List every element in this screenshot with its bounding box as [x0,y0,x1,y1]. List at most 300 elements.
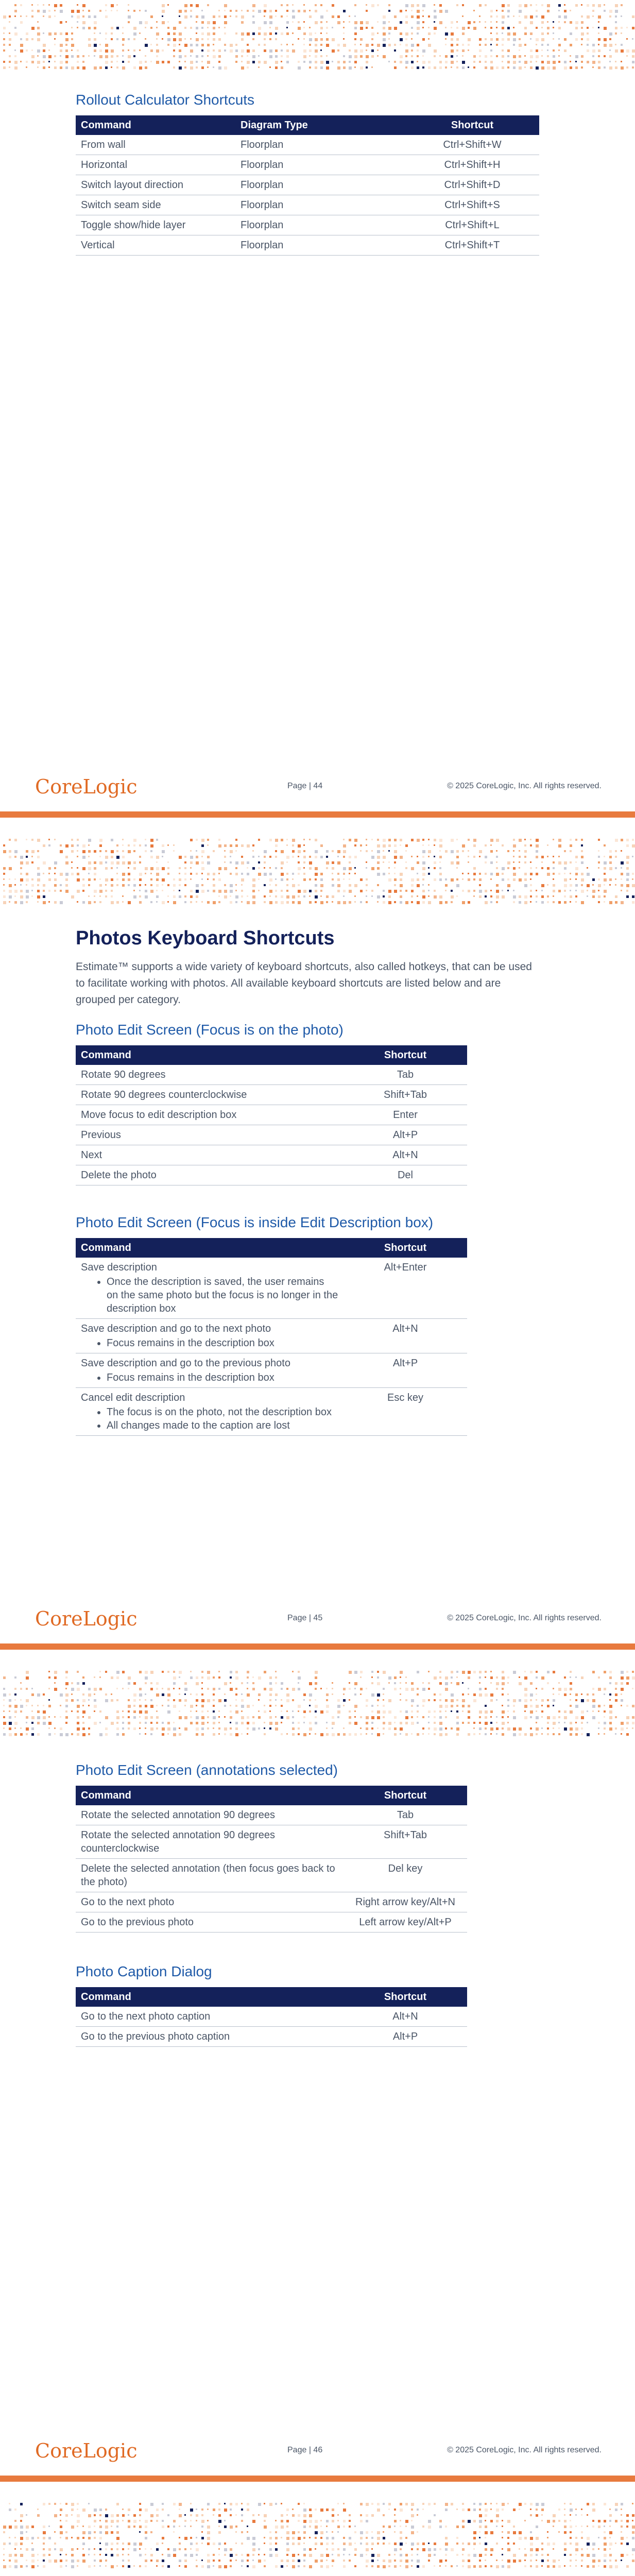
pattern-dot [264,2537,265,2538]
pattern-dot [326,861,329,865]
pattern-dot [428,2520,431,2523]
pattern-dot [241,49,244,53]
pattern-dot [264,861,266,863]
pattern-dot [479,873,481,875]
pattern-dot [31,2548,34,2551]
pattern-dot [360,1688,363,1690]
pattern-dot [434,2543,436,2545]
pattern-dot [292,1727,295,1730]
pattern-dot [541,2554,543,2556]
pattern-dot [281,2537,282,2538]
pattern-dot [60,1733,63,1736]
pattern-dot [122,2565,124,2567]
pattern-dot [490,901,492,903]
pattern-dot [547,2543,550,2546]
pattern-dot [570,1688,572,1690]
pattern-dot [519,895,521,898]
pattern-dot [71,44,74,47]
pattern-dot [507,1699,509,1701]
pattern-dot [536,1688,537,1689]
pattern-dot [77,1682,79,1685]
pattern-dot [354,2565,356,2567]
pattern-dot [445,890,447,891]
pattern-dot [621,1671,624,1674]
pattern-dot [439,21,442,24]
note-list [81,1336,338,1350]
pattern-dot [133,49,135,52]
pattern-dot [65,2537,68,2539]
pattern-dot [128,2520,130,2522]
pattern-dot [383,1688,385,1690]
pattern-dot [309,55,311,57]
pattern-dot [513,2526,515,2528]
pattern-dot [587,2565,589,2568]
pattern-dot [14,1699,16,1701]
pattern-dot [598,15,601,19]
pattern-dot [179,2503,182,2506]
pattern-dot [445,38,447,40]
pattern-dot [405,66,407,69]
pattern-dot [264,4,267,7]
pattern-dot [428,44,431,47]
pattern-dot [201,32,204,35]
pattern-dot [201,2565,204,2568]
pattern-dot [315,66,317,69]
pattern-dot [530,66,533,69]
pattern-dot [247,10,249,12]
pattern-dot [405,890,407,892]
pattern-dot [332,1682,333,1684]
pattern-dot [3,2543,6,2545]
pattern-dot [360,44,362,45]
pattern-dot [247,44,249,46]
pattern-dot [292,1722,294,1724]
pattern-dot [558,839,561,842]
pattern-dot [26,2548,28,2551]
pattern-dot [377,21,379,23]
pattern-dot [31,861,33,863]
pattern-dot [150,1733,152,1735]
footer [35,1607,602,1628]
pattern-dot [485,2548,487,2551]
pattern-dot [541,61,544,63]
pattern-dot [490,66,493,70]
pattern-dot [513,15,514,17]
pattern-dot [298,2503,300,2505]
pattern-dot [332,895,334,898]
pattern-dot [275,1682,277,1684]
pattern-dot [575,890,577,891]
pattern-dot [247,844,250,848]
pattern-dot [139,1693,142,1697]
pattern-dot [468,861,469,863]
pattern-dot [258,2503,261,2506]
pattern-dot [190,861,193,864]
pattern-dot [65,32,68,35]
pattern-dot [133,1705,135,1707]
pattern-dot [122,1733,125,1736]
pattern-dot [570,55,571,57]
pattern-dot [122,895,124,897]
pattern-dot [541,2543,543,2545]
pattern-dot [60,2526,62,2528]
pattern-dot [247,901,250,904]
pattern-dot [468,856,469,857]
pattern-dot [615,1727,617,1730]
pattern-dot [303,861,305,863]
pattern-dot [360,1671,363,1673]
pattern-dot [360,1727,362,1729]
pattern-dot [502,1716,504,1718]
pattern-dot [179,2537,180,2538]
pattern-dot [286,1710,288,1712]
pattern-dot [292,2565,295,2568]
pattern-dot [122,66,125,70]
pattern-dot [315,1710,317,1713]
pattern-dot [116,2520,119,2522]
pattern-dot [224,1727,227,1731]
pattern-dot [269,895,271,897]
pattern-dot [167,1710,170,1714]
pattern-dot [507,1705,509,1707]
pattern-dot [360,850,362,852]
pattern-dot [71,66,74,70]
pattern-dot [235,1671,238,1673]
pattern-dot [150,884,152,886]
pattern-dot [473,856,475,858]
pattern-dot [286,61,289,63]
pattern-dot [411,1705,413,1707]
pattern-dot [37,27,40,29]
pattern-dot [615,10,618,13]
pattern-dot [213,1676,215,1679]
pattern-dot [105,850,107,852]
pattern-dot [371,2548,373,2550]
pattern-dot [88,15,91,18]
pattern-dot [570,61,571,62]
pattern-dot [298,856,299,857]
pattern-dot [60,901,63,904]
pattern-dot [292,32,294,34]
pattern-dot [609,1699,611,1701]
pattern-dot [241,66,244,70]
pattern-dot [286,895,289,899]
footer-copyright: © 2025 CoreLogic, Inc. All rights reserved. [447,1614,602,1622]
pattern-dot [292,1733,295,1736]
pattern-dot [485,1727,487,1730]
pattern-dot [371,2560,374,2562]
pattern-dot [88,2531,91,2534]
pattern-dot [37,839,40,842]
pattern-dot [105,4,107,6]
pattern-dot [298,2560,300,2562]
pattern-dot [252,2537,255,2540]
pattern-dot [405,44,408,46]
pattern-dot [218,38,221,41]
pattern-dot [281,1710,282,1712]
pattern-dot [196,2548,199,2551]
pattern-dot [462,878,464,880]
pattern-dot [201,856,203,857]
pattern-dot [201,873,203,874]
pattern-dot [383,21,386,24]
pattern-dot [604,55,606,57]
pattern-dot [65,44,67,46]
pattern-dot [281,15,283,18]
pattern-dot [434,1733,436,1735]
pattern-dot [99,10,101,12]
table-row [76,1105,467,1125]
pattern-dot [513,850,514,852]
pattern-dot [26,878,29,882]
pattern-dot [156,1682,159,1685]
pattern-dot [326,2509,329,2511]
pattern-dot [54,1676,57,1679]
pattern-dot [196,2565,198,2567]
pattern-dot [564,1727,567,1731]
pattern-dot [156,1727,158,1730]
pattern-dot [485,2537,486,2538]
pattern-dot [377,850,380,853]
pattern-dot [343,1733,346,1736]
pattern-dot [224,850,226,852]
pattern-dot [400,2531,402,2534]
pattern-dot [122,861,125,865]
pattern-dot [553,867,555,869]
pattern-dot [502,49,504,52]
pattern-dot [14,1733,17,1736]
pattern-dot [530,1716,532,1718]
pattern-dot [485,61,487,63]
pattern-dot [213,1705,215,1707]
pattern-dot [122,2548,124,2550]
pattern-dot [286,2531,289,2534]
pattern-dot [213,2543,215,2545]
pattern-dot [247,49,250,53]
pattern-dot [337,1710,340,1714]
pattern-dot [371,2531,373,2533]
pattern-dot [598,2520,600,2522]
pattern-dot [48,2503,50,2505]
pattern-dot [184,867,186,869]
pattern-dot [82,1699,85,1702]
pattern-dot [82,1693,84,1696]
pattern-dot [609,2554,612,2556]
pattern-dot [156,2560,159,2562]
pattern-dot [99,2548,101,2550]
pattern-dot [456,66,458,69]
pattern-dot [116,1688,118,1689]
pattern-dot [309,2554,312,2557]
pattern-dot [26,895,29,899]
pattern-dot [587,1710,588,1712]
pattern-dot [31,884,34,887]
page-separator [0,2476,635,2494]
pattern-dot [428,2548,431,2551]
pattern-dot [541,2520,543,2521]
pattern-dot [258,2514,260,2516]
pattern-dot [292,884,295,887]
pattern-dot [326,856,328,858]
pattern-dot [281,1733,283,1735]
pattern-dot [48,4,50,6]
pattern-dot [400,856,403,859]
pattern-dot [513,27,514,28]
pattern-dot [196,1693,198,1696]
pattern-dot [507,850,509,852]
pattern-dot [37,873,40,876]
pattern-dot [332,884,334,887]
section-heading: Photo Edit Screen (Focus is on the photo) [76,1022,344,1038]
pattern-dot [145,867,148,870]
pattern-dot [462,4,464,6]
header-dot-pattern [0,835,635,912]
pattern-dot [264,873,267,876]
pattern-dot [485,2554,487,2556]
pattern-dot [190,1676,193,1679]
pattern-dot [332,878,334,880]
pattern-dot [133,2526,135,2528]
pattern-dot [190,1671,192,1672]
pattern-dot [553,901,555,903]
pattern-dot [184,1693,186,1695]
pattern-dot [519,61,521,63]
pattern-dot [502,1710,505,1714]
pattern-dot [281,861,284,865]
pattern-dot [281,2526,284,2529]
pattern-dot [417,873,418,874]
pattern-dot [286,2543,289,2545]
pattern-dot [196,38,199,41]
pattern-dot [468,878,470,881]
pattern-dot [626,2554,628,2556]
pattern-dot [105,861,107,863]
pattern-dot [530,873,533,875]
pattern-dot [139,1733,141,1735]
pattern-dot [621,2509,622,2510]
pattern-dot [530,2543,533,2546]
pattern-dot [145,1671,148,1674]
pattern-dot [60,2554,61,2555]
pattern-dot [422,2543,425,2545]
pattern-dot [303,61,305,63]
pattern-dot [309,878,311,880]
pattern-dot [230,1688,233,1691]
pattern-dot [139,2526,142,2528]
pattern-dot [281,850,284,853]
pattern-dot [502,2520,503,2521]
pattern-dot [292,2509,294,2510]
pattern-dot [479,2537,480,2538]
pattern-dot [184,27,186,29]
pattern-dot [162,2503,164,2505]
pattern-dot [60,1693,63,1697]
pattern-dot [99,66,102,69]
pattern-dot [479,21,480,23]
pattern-dot [48,2537,51,2539]
pattern-dot [400,10,402,12]
pattern-dot [252,1682,254,1684]
pattern-dot [60,2565,62,2568]
pattern-dot [281,890,283,892]
pattern-dot [445,2565,447,2567]
pattern-dot [247,895,248,897]
pattern-dot [213,1722,215,1724]
pattern-dot [201,15,204,19]
pattern-dot [462,2560,465,2562]
pattern-dot [405,15,408,18]
pattern-dot [122,850,124,852]
pattern-dot [292,1699,294,1701]
page-number: Page | 44 [287,782,323,790]
pattern-dot [558,2520,560,2522]
pattern-dot [604,1733,605,1735]
pattern-dot [14,27,16,29]
pattern-dot [207,2537,210,2540]
pattern-dot [275,38,277,40]
pattern-dot [553,1688,554,1689]
pattern-dot [235,1733,238,1736]
pattern-dot [507,1722,509,1723]
pattern-dot [417,1671,419,1673]
pattern-dot [145,844,147,846]
pattern-dot [54,15,56,17]
pattern-dot [264,1671,266,1673]
pattern-dot [332,2565,333,2567]
pattern-dot [65,2514,68,2517]
pattern-dot [139,901,142,904]
pattern-dot [315,55,317,58]
pattern-dot [252,2520,255,2523]
pattern-dot [298,884,300,886]
pattern-dot [37,1733,40,1736]
pattern-dot [156,1705,158,1706]
pattern-dot [77,61,79,63]
pattern-dot [269,1682,272,1685]
pattern-dot [598,861,600,863]
pattern-dot [541,884,544,887]
pattern-dot [564,61,567,63]
pattern-dot [230,1722,231,1723]
pattern-dot [139,2565,141,2567]
note-item: • Focus remains in the description box [107,1336,338,1350]
pattern-dot [258,873,261,876]
pattern-dot [156,2543,159,2545]
pattern-dot [201,1682,203,1684]
pattern-dot [564,2514,565,2516]
pattern-dot [116,61,118,62]
pattern-dot [604,2537,606,2539]
pattern-dot [575,861,577,863]
pattern-dot [281,2503,282,2504]
pattern-dot [570,895,572,898]
pattern-dot [621,1682,623,1685]
pattern-dot [377,1716,380,1719]
pattern-dot [575,856,578,858]
pattern-dot [303,2526,306,2528]
pattern-dot [564,21,566,23]
pattern-dot [26,1688,28,1690]
pattern-dot [156,32,159,36]
header-dot-pattern [0,0,635,77]
pattern-dot [26,2537,29,2540]
pattern-dot [264,2560,266,2562]
pattern-dot [496,1688,498,1690]
pattern-dot [71,1682,73,1684]
pattern-dot [48,32,52,36]
pattern-dot [82,4,85,7]
pattern-dot [145,66,147,69]
